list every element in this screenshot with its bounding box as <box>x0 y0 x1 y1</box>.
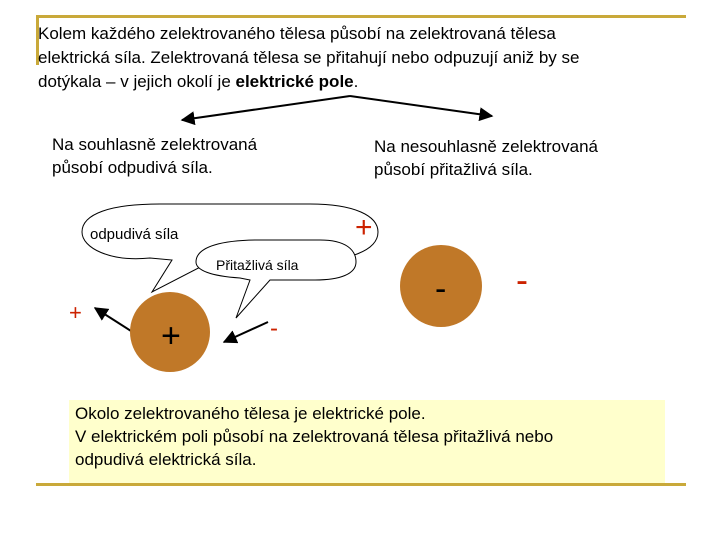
branch-arrow-right <box>350 96 492 116</box>
minus-charge-small: - <box>270 315 278 342</box>
electric-field-term: elektrické pole <box>235 72 354 91</box>
minus-charge-right: - <box>516 259 528 300</box>
summary-line-1: Okolo zelektrovaného tělesa je elektrické pole. <box>75 404 426 423</box>
repulsive-force-label: odpudivá síla <box>90 226 179 243</box>
like-charges-caption: Na souhlasně zelektrovaná působí odpudivá síla. <box>52 135 258 177</box>
bottom-accent-bar <box>36 483 686 486</box>
plus-charge-right: + <box>355 211 373 244</box>
attractive-force-bubble <box>196 240 356 318</box>
positive-ball-sign: + <box>161 317 181 355</box>
attraction-arrow <box>224 322 268 342</box>
intro-line-3: dotýkala – v jejich okolí je elektrické pole. <box>38 72 359 91</box>
attractive-force-label: Přitažlivá síla <box>216 257 299 273</box>
intro-line-2: elektrická síla. Zelektrovaná tělesa se přitahují nebo odpuzují aniž by se <box>38 48 580 67</box>
summary-box <box>69 400 665 484</box>
summary-line-3: odpudivá elektrická síla. <box>75 450 257 469</box>
plus-charge-small: + <box>69 300 82 325</box>
intro-line-1: Kolem každého zelektrovaného tělesa působí na zelektrovaná tělesa <box>38 24 556 43</box>
negative-ball-sign: - <box>435 270 447 308</box>
summary-line-2: V elektrickém poli působí na zelektrovaná tělesa přitažlivá nebo <box>75 427 554 446</box>
branch-arrow-left <box>182 96 350 120</box>
unlike-charges-caption: Na nesouhlasně zelektrovaná působí přitažlivá síla. <box>374 137 598 179</box>
